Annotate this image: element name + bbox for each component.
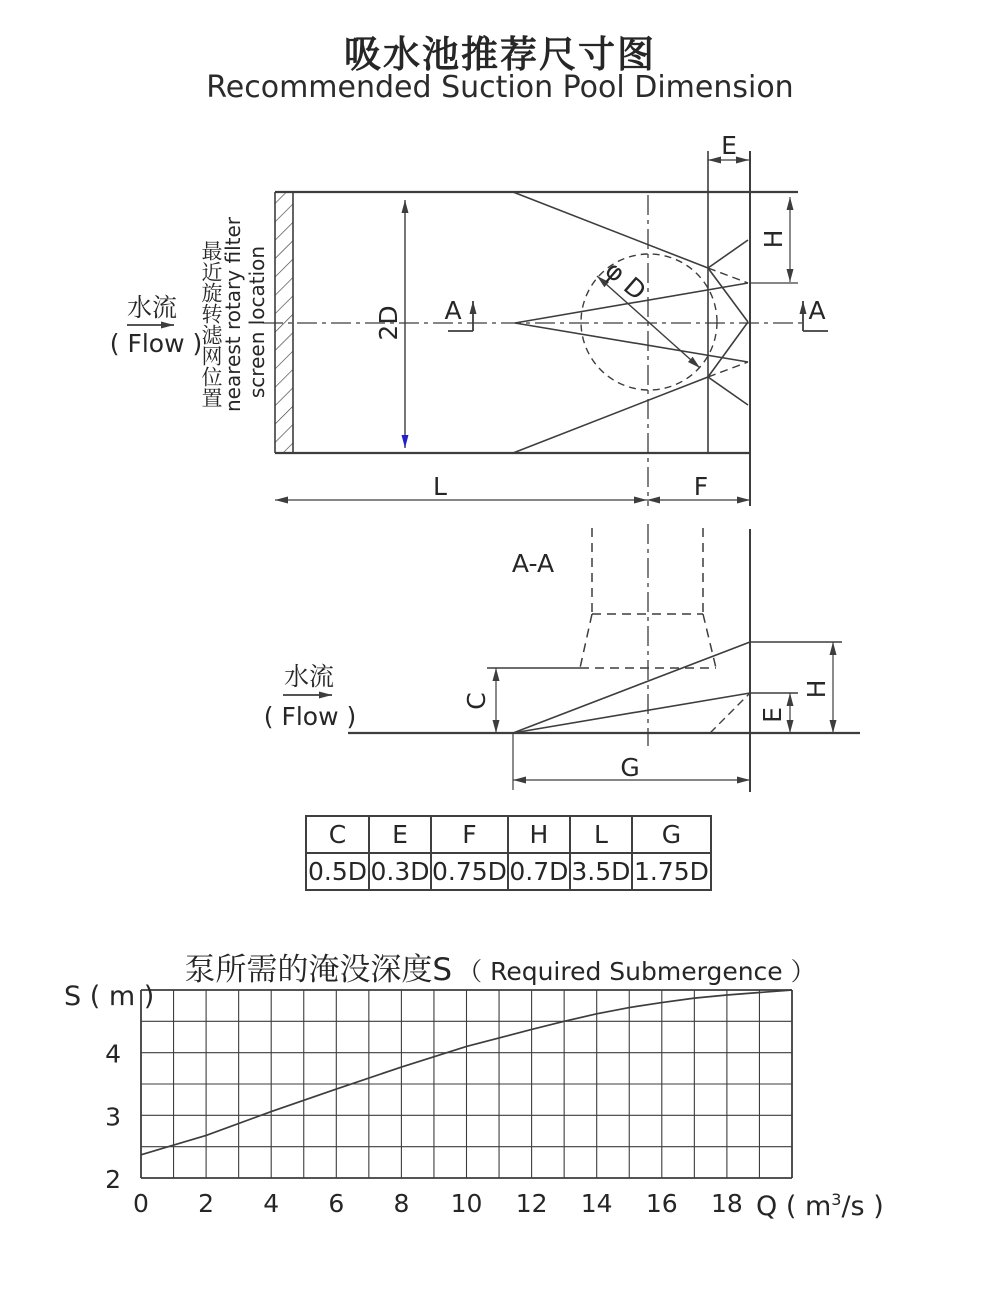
table-value-cell: 0.5D <box>306 853 369 890</box>
dimension-lines <box>275 160 798 500</box>
chart-title-zh: 泵所需的淹没深度S <box>184 952 453 988</box>
y-tick-label: 4 <box>105 1039 121 1069</box>
dim-l-label: L <box>433 472 447 501</box>
superscript-3: 3 <box>831 1190 842 1209</box>
section-flow-en: ( Flow ) <box>263 702 357 731</box>
table-header-cell: F <box>431 816 508 853</box>
chart-title-en: （ Required Submergence ） <box>457 957 816 986</box>
section-title: A-A <box>511 549 555 578</box>
screen-location-en-line1: nearest rotary filter <box>221 217 245 412</box>
dim-2d-label: 2D <box>374 305 403 341</box>
plan-flow-zh: 水流 <box>126 293 178 322</box>
table-value-row <box>306 853 711 890</box>
table-header-cell: H <box>508 816 570 853</box>
screen-location-label-en <box>221 217 269 412</box>
table-header-cell: L <box>570 816 632 853</box>
plan-flow-en: ( Flow ) <box>109 329 203 358</box>
table-value-cell: 0.7D <box>508 853 570 890</box>
x-tick-label: 2 <box>198 1189 215 1218</box>
hidden-diagonal <box>710 694 749 733</box>
dim-e-label: E <box>758 707 787 723</box>
section-labels <box>264 549 831 782</box>
x-tick-label: 10 <box>450 1189 483 1218</box>
page-title-zh: 吸水池推荐尺寸图 <box>344 33 656 76</box>
table-value-cell: 0.75D <box>431 853 508 890</box>
x-tick-label: 16 <box>645 1189 678 1218</box>
y-tick-label: 2 <box>105 1165 121 1194</box>
section-mark-a-left: A <box>444 296 462 325</box>
dim-h-label: H <box>759 229 788 249</box>
screen-location-label-zh: 最近旋转滤网位置 <box>199 240 223 408</box>
x-tick-label: 6 <box>328 1189 345 1218</box>
x-tick-label: 8 <box>393 1189 410 1218</box>
y-tick-label: 3 <box>105 1102 121 1132</box>
table-value-cell: 1.75D <box>632 853 711 890</box>
x-axis-label: Q ( $m^3/s$ ) <box>756 1190 884 1222</box>
chart-plot <box>105 990 792 1218</box>
centerlines <box>263 195 806 506</box>
table-value-cell: 0.3D <box>369 853 431 890</box>
table-header-cell: C <box>306 816 369 853</box>
table-header-cell: G <box>632 816 711 853</box>
x-tick-label: 4 <box>263 1189 280 1218</box>
dim-g-label: G <box>620 753 640 782</box>
dim-c-label: C <box>462 692 491 710</box>
section-flow-zh: 水流 <box>283 662 335 691</box>
section-mark-a-right: A <box>808 296 826 325</box>
reference-lines <box>487 642 842 693</box>
table-header-row <box>306 816 711 853</box>
dim-h-label: H <box>802 679 831 699</box>
x-tick-label: 18 <box>710 1189 743 1218</box>
dimension-table <box>305 815 712 891</box>
dim-phid-label: φ D <box>599 255 652 306</box>
dim-e-label: E <box>721 131 737 160</box>
section-view <box>283 524 860 792</box>
dim-f-label: F <box>693 472 709 501</box>
screen-location-en-line2: screen location <box>245 245 269 399</box>
x-tick-label: 12 <box>515 1189 548 1218</box>
y-axis-label: S ( m ) <box>64 981 155 1012</box>
section-cut-markers <box>448 301 828 331</box>
x-tick-label: 0 <box>133 1189 149 1218</box>
table-value-cell: 3.5D <box>570 853 632 890</box>
ramp-lines <box>513 642 750 733</box>
table-header-cell: E <box>369 816 431 853</box>
x-tick-label: 14 <box>580 1189 613 1218</box>
page-title-en: Recommended Suction Pool Dimension <box>206 70 794 105</box>
